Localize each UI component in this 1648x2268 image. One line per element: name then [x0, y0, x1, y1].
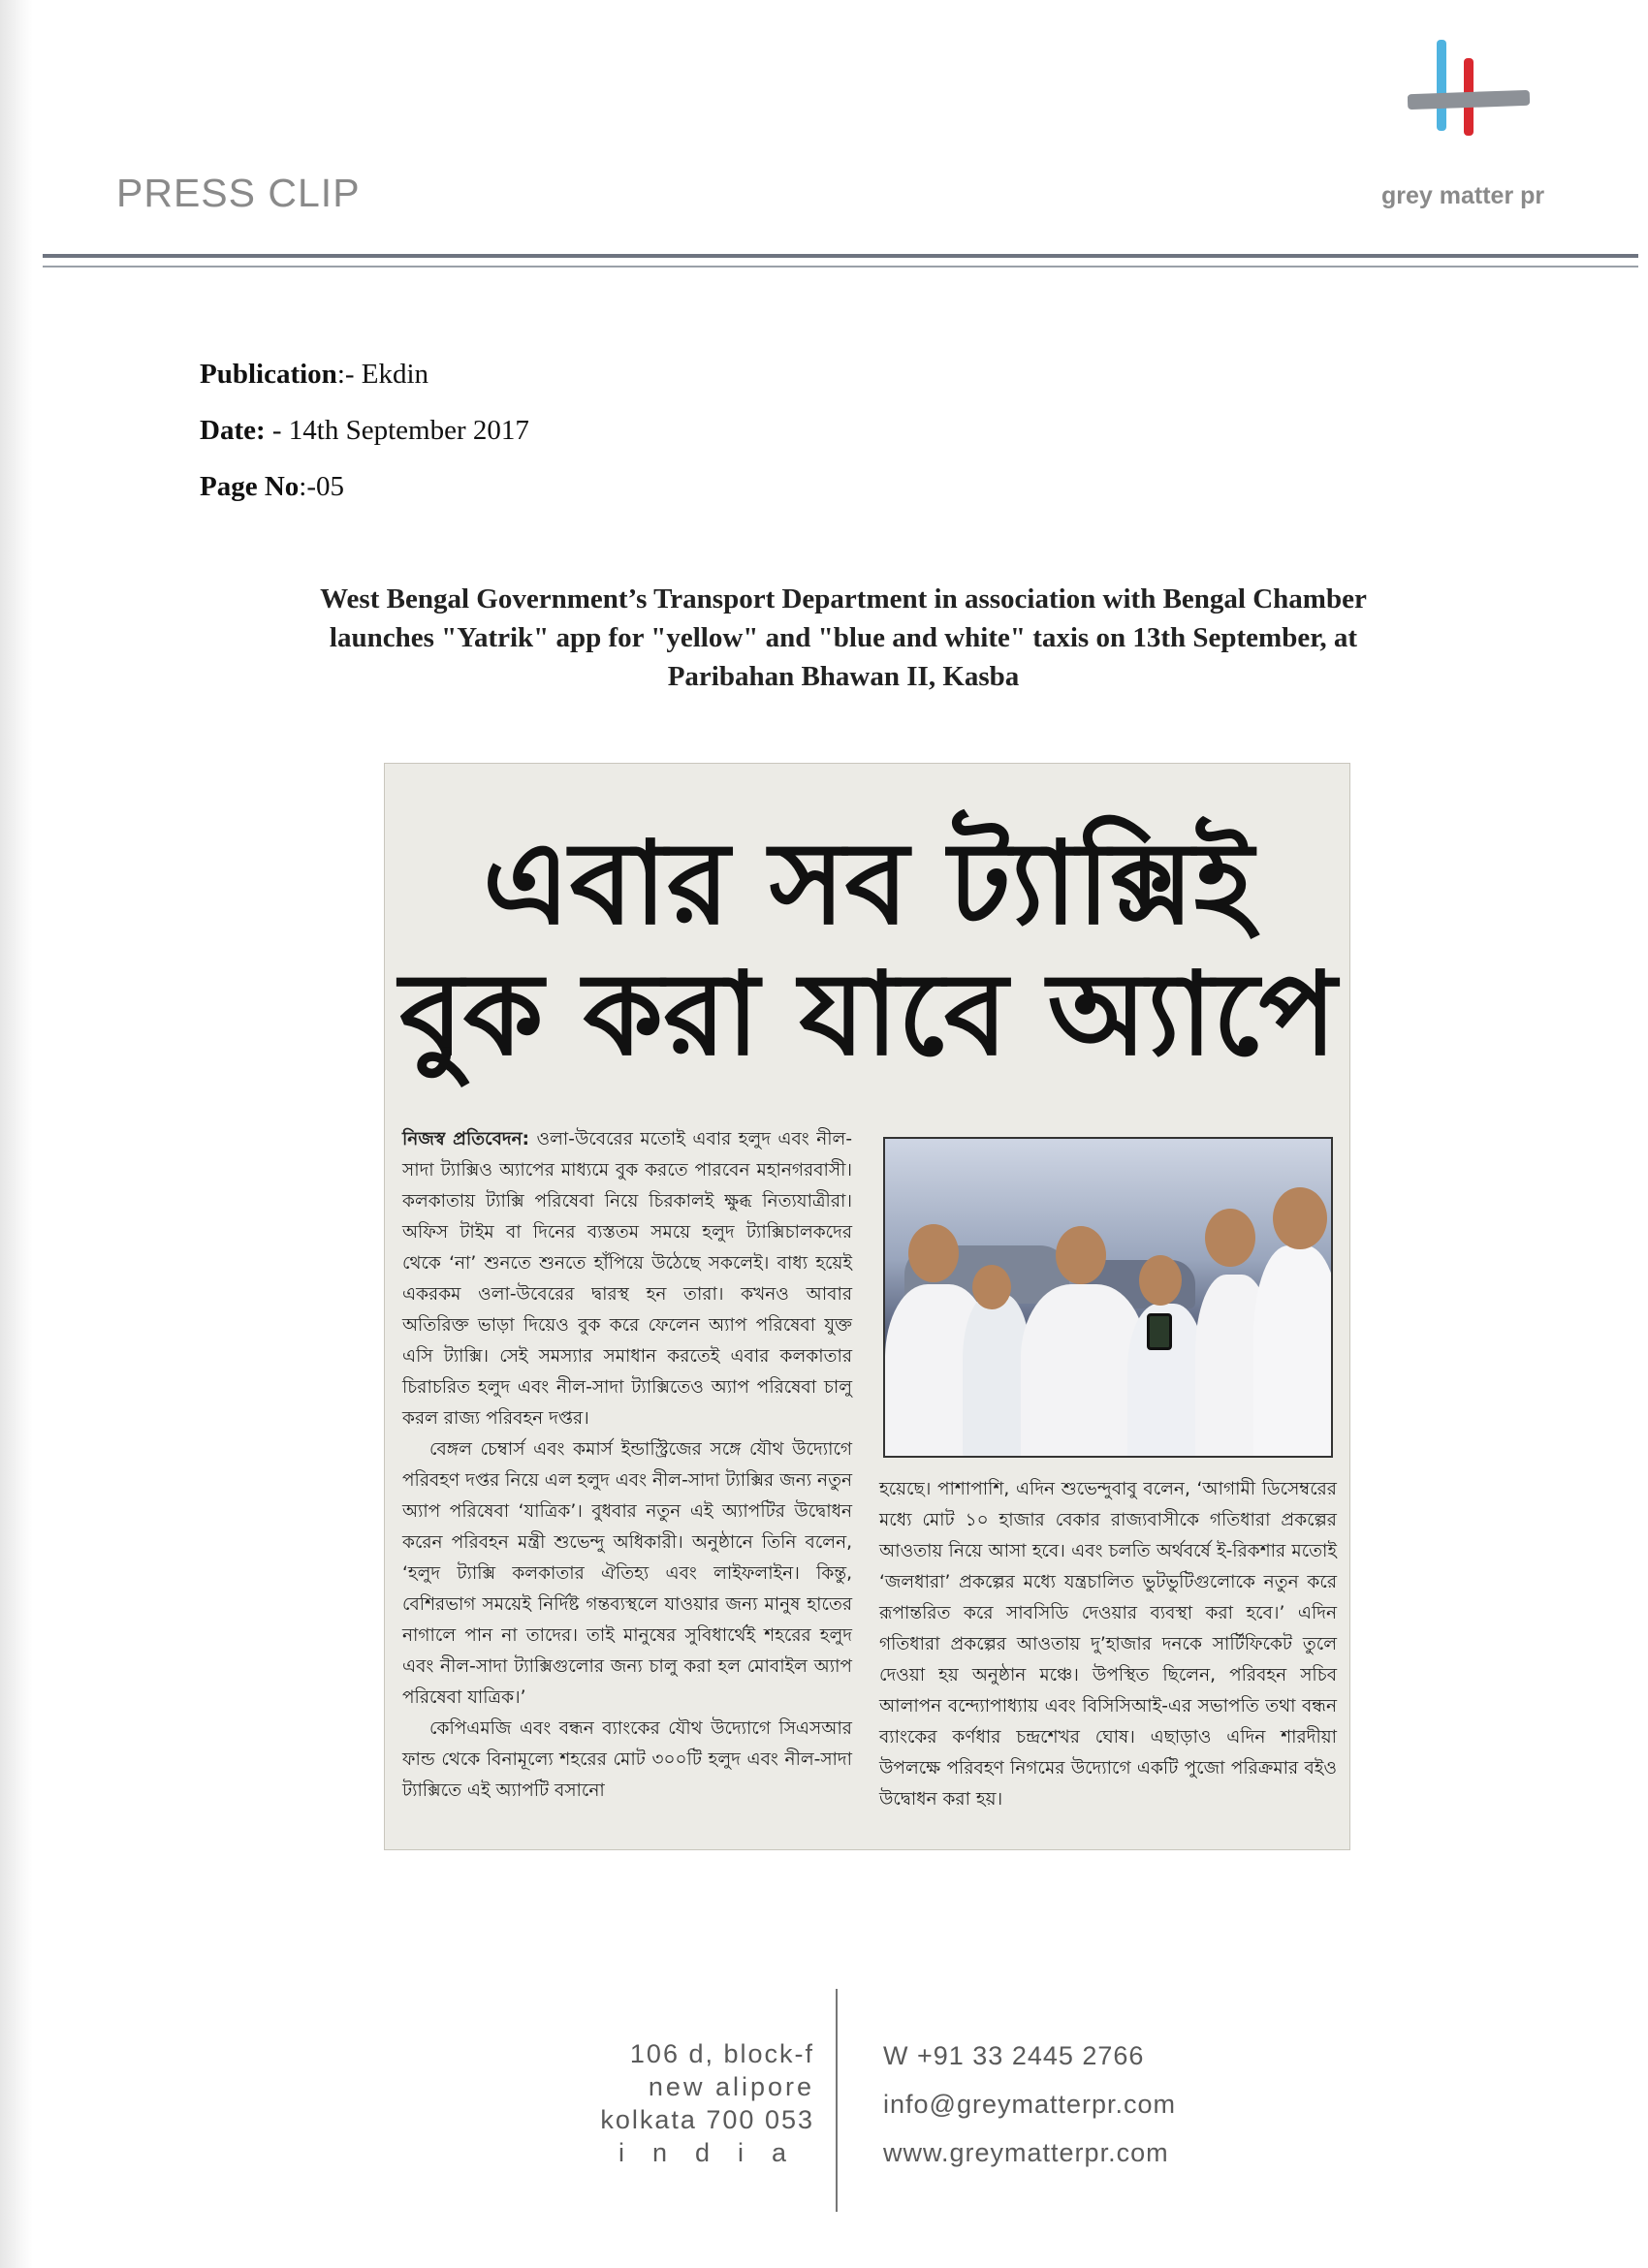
photo-head [1273, 1187, 1327, 1249]
date-line [200, 415, 529, 447]
article-title-line-1: এবার সব ট্যাক্সিই [483, 816, 1253, 950]
scan-edge [0, 0, 33, 2268]
photo-head [1139, 1255, 1182, 1306]
page-line [200, 471, 344, 503]
header-rule-thin [43, 266, 1638, 268]
date-label: Date: [200, 415, 266, 446]
contact-phone: W +91 33 2445 2766 [883, 2041, 1145, 2070]
publication-label: Publication [200, 359, 337, 390]
grey-matter-logo [1408, 37, 1534, 143]
press-clip-label: PRESS CLIP [116, 171, 361, 215]
photo-person [1253, 1245, 1333, 1458]
clip-headline [194, 580, 1493, 696]
brand-name: grey matter pr [1381, 182, 1545, 209]
header-rule [43, 254, 1638, 258]
date-value: - 14th September 2017 [265, 415, 529, 446]
contact-website[interactable]: www.greymatterpr.com [883, 2138, 1169, 2167]
address-country: india [618, 2138, 814, 2167]
contact-email[interactable]: info@greymatterpr.com [883, 2090, 1177, 2119]
article-title-line-2: বুক করা যাবে অ্যাপে [399, 947, 1337, 1081]
headline-line-1: West Bengal Government’s Transport Department in association with Bengal Chamber [320, 583, 1367, 614]
article-column-right [879, 1474, 1337, 1815]
address-line: kolkata 700 053 [600, 2105, 814, 2134]
article-paragraph: হয়েছে। পাশাপাশি, এদিন শুভেন্দুবাবু বলেন, ‘আগামী ডিসেম্বরের মধ্যে মোট ১০ হাজার বেকার রাজ্যবাসীকে গতিধারা প্রকল্পের আওতায় নিয়ে আসা হবে। এবং চলতি অর্থবর্ষে ই-রিকশার মতোই ‘জলধারা’ প্রকল্পের মধ্যে যন্ত্রচালিত ভুটভুটিগুলোকে নতুন করে রূপান্তরিত করে সাবসিডি দেওয়ার ব্যবস্থা করা হবে।’ এদিন গতিধারা প্রকল্পের আওতায় দু’হাজার দনকে সার্টিফিকেট তুলে দেওয়া হয় অনুষ্ঠান মঞ্চে। উপস্থিত ছিলেন, পরিবহন সচিব আলাপন বন্দ্যোপাধ্যায় এবং বিসিসিআই-এর সভাপতি তথা বন্ধন ব্যাংকের কর্ণধার চন্দ্রশেখর ঘোষ। এছাড়াও এদিন শারদীয়া উপলক্ষে পরিবহণ নিগমের উদ্যোগে একটি পুজো পরিক্রমার বইও উদ্বোধন করা হয়। [879, 1479, 1337, 1810]
photo-head [1205, 1209, 1255, 1267]
photo-head [1056, 1226, 1106, 1284]
headline-line-2: launches "Yatrik" app for "yellow" and "blue and white" taxis on 13th September, at [329, 622, 1358, 653]
photo-head [908, 1224, 959, 1282]
address-line: 106 d, block-f [629, 2039, 814, 2068]
phone-icon [1147, 1313, 1172, 1350]
publication-line [200, 359, 428, 391]
page-label: Page No [200, 471, 300, 502]
news-photo [883, 1137, 1333, 1458]
address-line: new alipore [648, 2072, 814, 2101]
page-value: :-05 [299, 471, 344, 502]
byline: নিজস্ব প্রতিবেদন: [402, 1129, 530, 1150]
photo-head [972, 1265, 1011, 1309]
footer-divider [836, 1989, 838, 2212]
newspaper-clipping [384, 763, 1350, 1850]
article-paragraph [402, 1124, 852, 1434]
article-paragraph: কেপিএমজি এবং বন্ধন ব্যাংকের যৌথ উদ্যোগে সিএসআর ফান্ড থেকে বিনামূল্যে শহরের মোট ৩০০টি হলুদ এবং নীল-সাদা ট্যাক্সিতে এই অ্যাপটি বসানো [402, 1718, 852, 1801]
headline-line-3: Paribahan Bhawan II, Kasba [667, 661, 1020, 692]
publication-value: :- Ekdin [336, 359, 429, 390]
article-paragraph: বেঙ্গল চেম্বার্স এবং কমার্স ইন্ডাস্ট্রিজের সঙ্গে যৌথ উদ্যোগে পরিবহণ দপ্তর নিয়ে এল হলুদ এবং নীল-সাদা ট্যাক্সির জন্য নতুন অ্যাপ পরিষেবা ‘যাত্রিক’। বুধবার নতুন এই অ্যাপটির উদ্বোধন করেন পরিবহন মন্ত্রী শুভেন্দু অধিকারী। অনুষ্ঠানে তিনি বলেন, ‘হলুদ ট্যাক্সি কলকাতার ঐতিহ্য এবং লাইফলাইন। কিন্তু, বেশিরভাগ সময়েই নির্দিষ্ট গন্তব্যস্থলে যাওয়ার জন্য মানুষ হাতের নাগালে পান না তাদের। তাই মানুষের সুবিধার্থেই শহরের হলুদ এবং নীল-সাদা ট্যাক্সিগুলোর জন্য চালু করা হল মোবাইল অ্যাপ পরিষেবা যাত্রিক।’ [402, 1439, 852, 1708]
paragraph-text: ওলা-উবেরের মতোই এবার হলুদ এবং নীল-সাদা ট্যাক্সিও অ্যাপের মাধ্যমে বুক করতে পারবেন মহানগরবাসী। কলকাতায় ট্যাক্সি পরিষেবা নিয়ে চিরকালই ক্ষুব্ধ নিত্যযাত্রীরা। অফিস টাইম বা দিনের ব্যস্ততম সময়ে হলুদ ট্যাক্সিচালকদের থেকে ‘না’ শুনতে শুনতে হাঁপিয়ে উঠেছে সকলেই। বাধ্য হয়েই একরকম ওলা-উবেরের দ্বারস্থ হন তারা। কখনও আবার অতিরিক্ত ভাড়া দিয়েও বুক করে ফেলেন অ্যাপ পরিষেবা যুক্ত এসি ট্যাক্সি। সেই সমস্যার সমাধান করতেই এবার কলকাতার চিরাচরিত হলুদ এবং নীল-সাদা ট্যাক্সিতেও অ্যাপ পরিষেবা চালু করল রাজ্য পরিবহন দপ্তর। [402, 1129, 853, 1429]
article-column-left [402, 1124, 852, 1807]
